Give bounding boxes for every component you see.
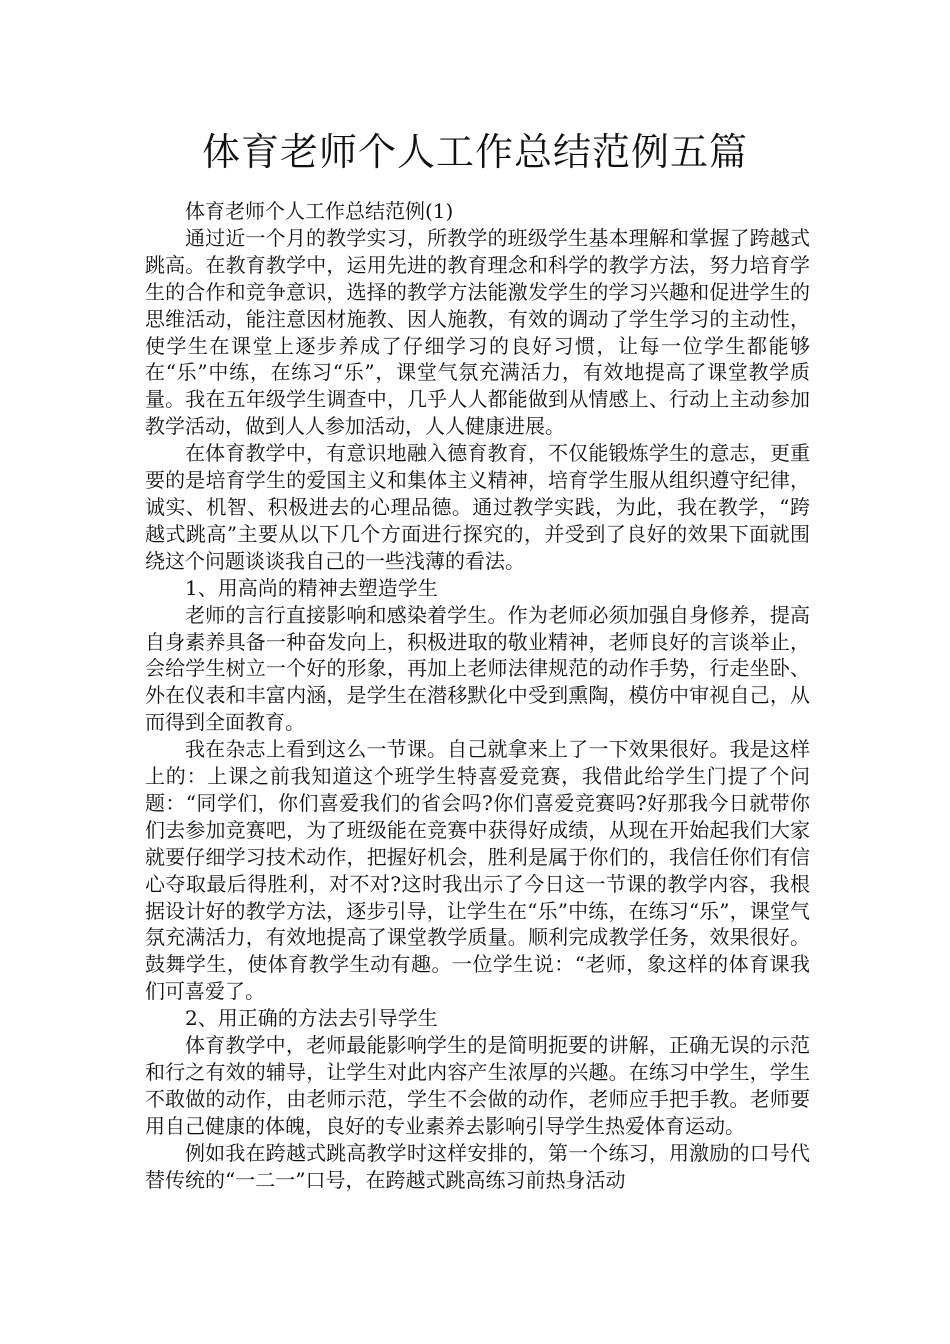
section-heading-1: 1、用高尚的精神去塑造学生 — [185, 575, 438, 600]
section-heading-2: 2、用正确的方法去引导学生 — [185, 1006, 438, 1031]
body-paragraph: 通过近一个月的教学实习，所教学的班级学生基本理解和掌握了跨越式跳高。在教育教学中，运用先进的教育理念和科学的教学方法，努力培育学生的合作和竞争意识，选择的教学方法能激发学生的学习兴趣和促进学生的思维活动，能注意因材施教、因人施教，有效的调动了学生学习的主动性，使学生在课堂上逐步养成了仔细学习的良好习惯，让每一位学生都能够在“乐”中练，在练习“乐”，课堂气氛充满活力，有效地提高了课堂教学质量。我在五年级学生调查中，几乎人人都能做到从情感上、行动上主动参加教学活动，做到人人参加活动，人人健康进展。 — [145, 225, 810, 439]
document-body — [145, 198, 810, 1194]
section-heading-example-1: 体育老师个人工作总结范例(1) — [185, 199, 454, 223]
body-paragraph: 我在杂志上看到这么一节课。自己就拿来上了一下效果很好。我是这样上的：上课之前我知道这个班学生特喜爱竞赛，我借此给学生门提了个问题：“同学们，你们喜爱我们的省会吗?你们喜爱竞赛吗?好那我今日就带你们去参加竞赛吧，为了班级能在竞赛中获得好成绩，从现在开始起我们大家就要仔细学习技术动作，把握好机会，胜利是属于你们的，我信任你们有信心夺取最后得胜利，对不对?这时我出示了今日这一节课的教学内容，我根据设计好的教学方法，逐步引导，让学生在“乐”中练，在练习“乐”，课堂气氛充满活力，有效地提高了课堂教学质量。顺利完成教学任务，效果很好。鼓舞学生，使体育教学生动有趣。一位学生说：“老师，象这样的体育课我们可喜爱了。 — [145, 737, 810, 1004]
body-paragraph: 例如我在跨越式跳高教学时这样安排的，第一个练习，用激励的口号代替传统的“一二一”口号，在跨越式跳高练习前热身活动 — [145, 1140, 810, 1192]
body-paragraph: 体育教学中，老师最能影响学生的是简明扼要的讲解，正确无误的示范和行之有效的辅导，让学生对此内容产生浓厚的兴趣。在练习中学生，学生不敢做的动作，由老师示范，学生不会做的动作，老师应手把手教。老师要用自己健康的体魄，良好的专业素养去影响引导学生热爱体育运动。 — [145, 1033, 810, 1138]
body-paragraph: 在体育教学中，有意识地融入德育教育，不仅能锻炼学生的意志，更重要的是培育学生的爱国主义和集体主义精神，培育学生服从组织遵守纪律，诚实、机智、积极进去的心理品德。通过教学实践，为此，我在教学，“跨越式跳高”主要从以下几个方面进行探究的，并受到了良好的效果下面就围绕这个问题谈谈我自己的一些浅薄的看法。 — [145, 441, 810, 573]
body-paragraph: 老师的言行直接影响和感染着学生。作为老师必须加强自身修养，提高自身素养具备一种奋发向上，积极进取的敬业精神，老师良好的言谈举止，会给学生树立一个好的形象，再加上老师法律规范的动作手势，行走坐卧、外在仪表和丰富内涵，是学生在潜移默化中受到熏陶，模仿中审视自己，从而得到全面教育。 — [145, 602, 810, 735]
document-title: 体育老师个人工作总结范例五篇 — [201, 130, 748, 174]
